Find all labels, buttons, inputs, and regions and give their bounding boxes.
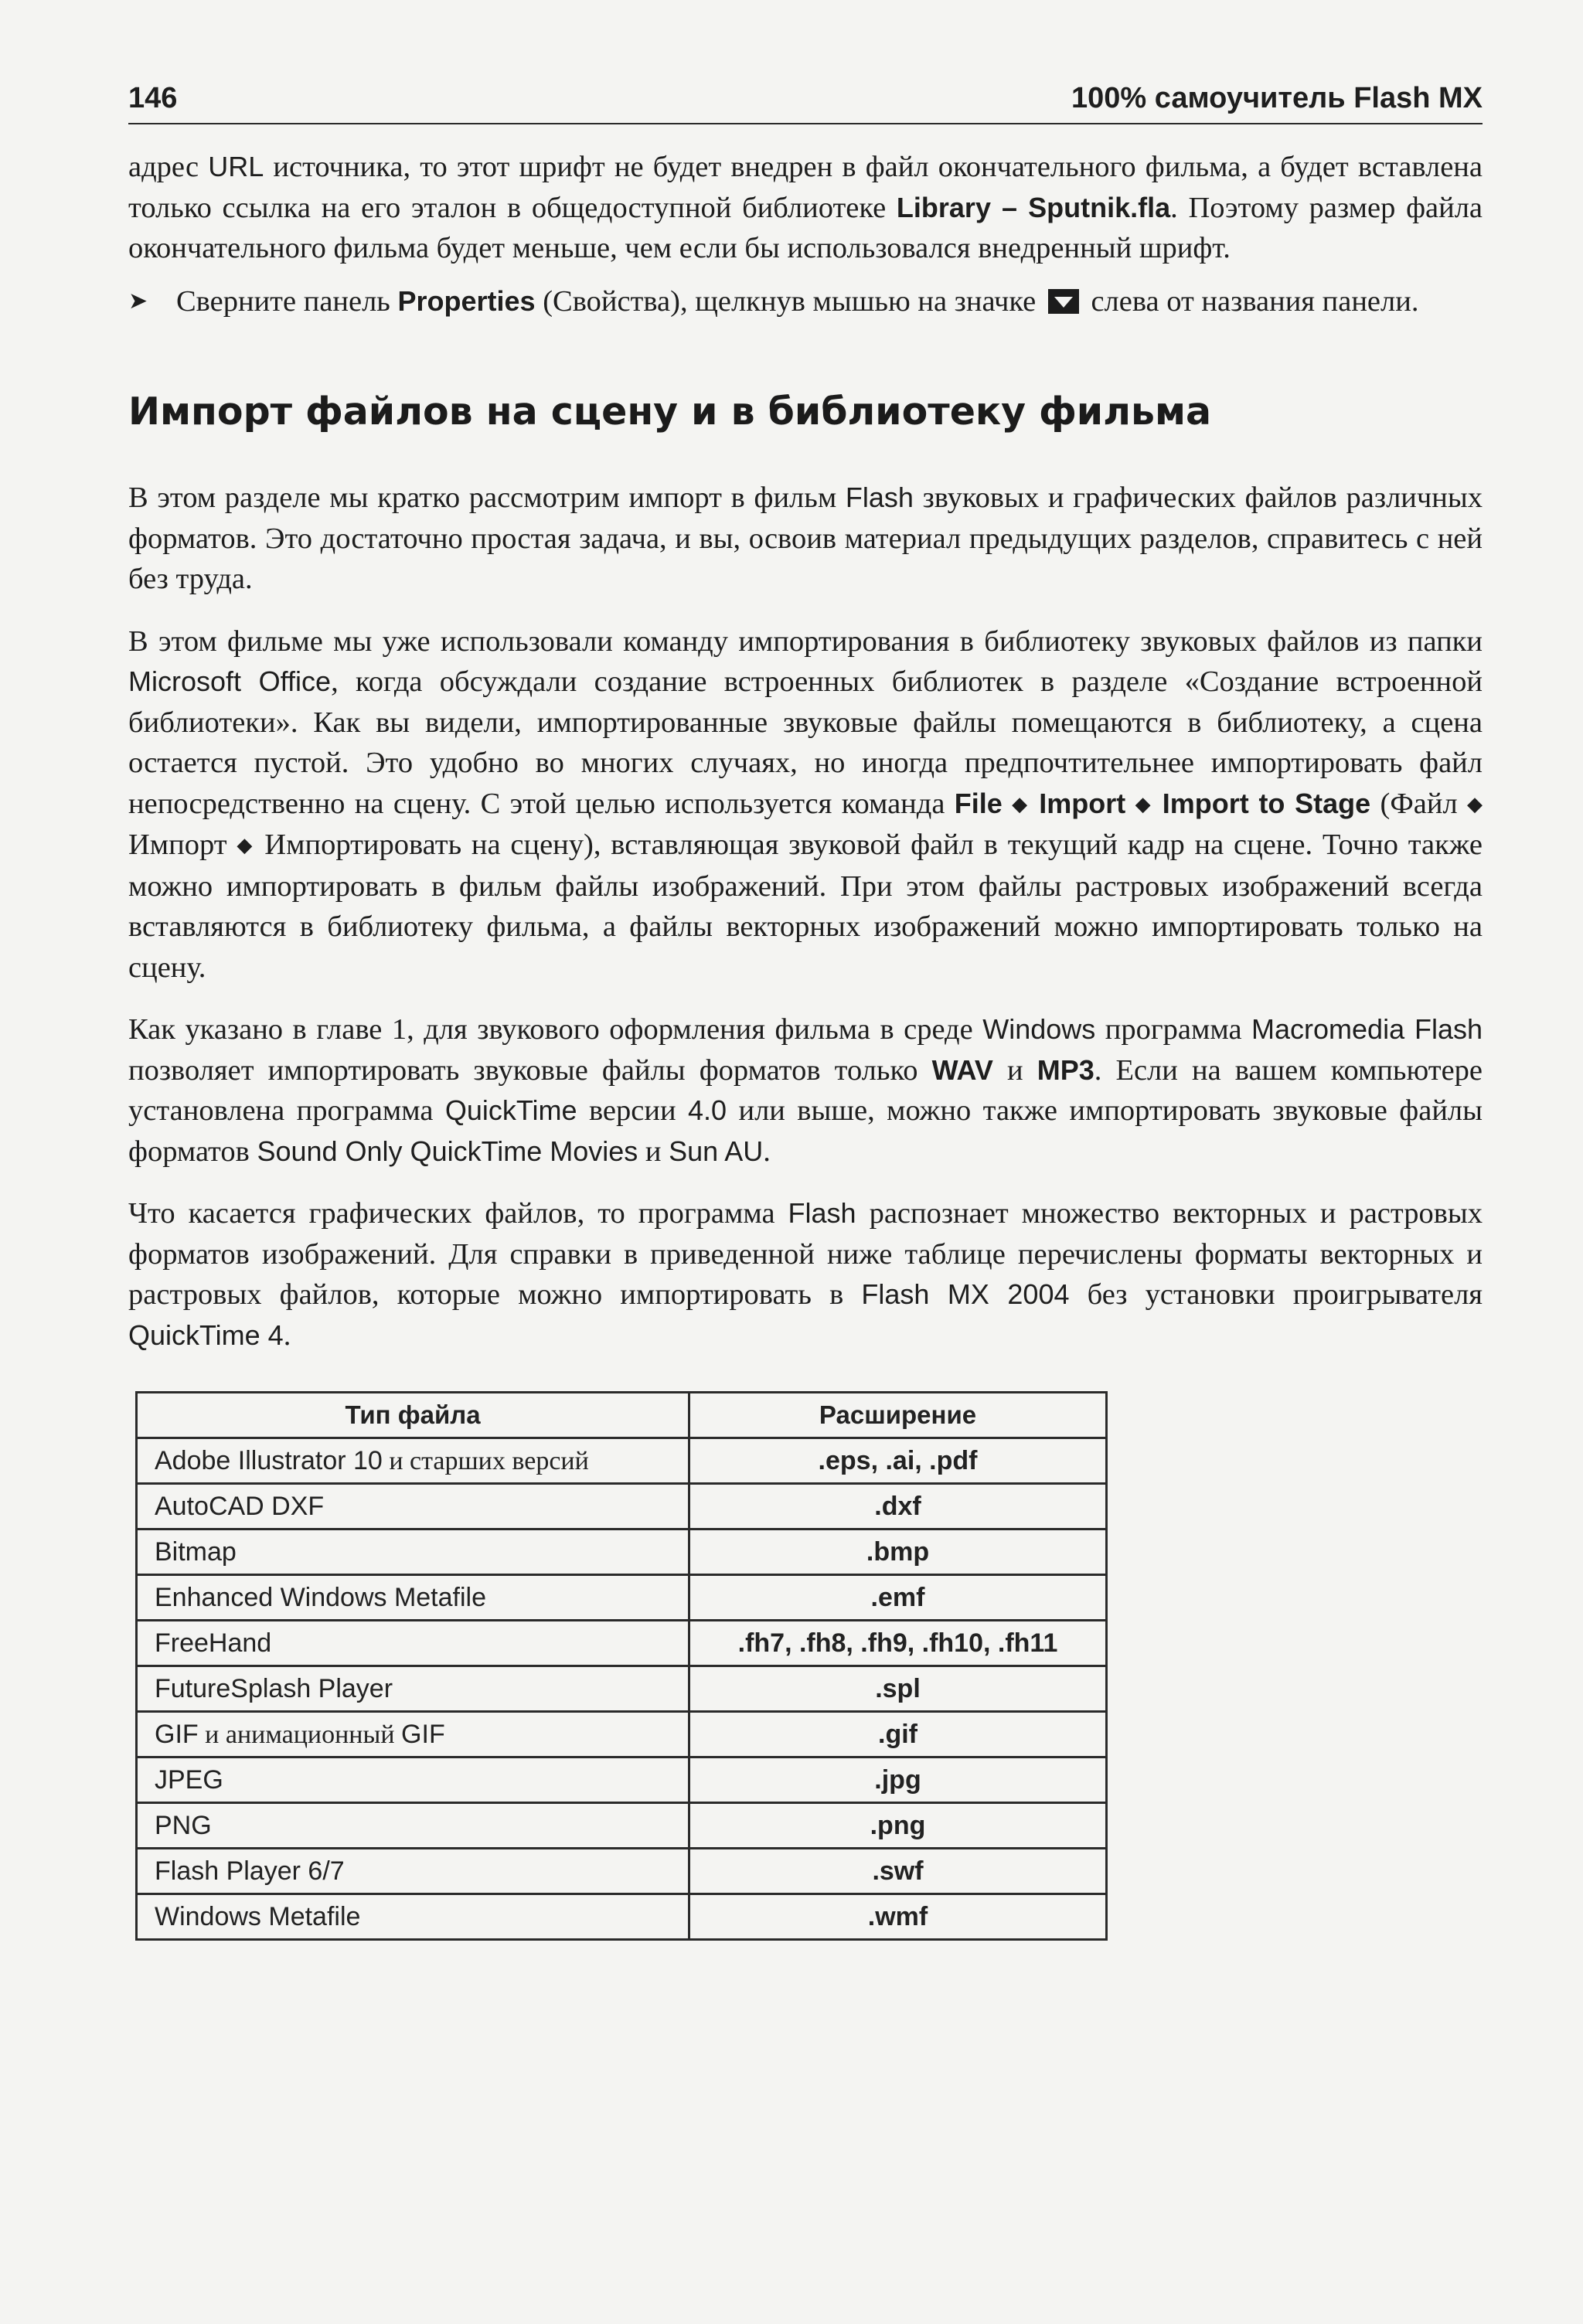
intro-paragraph: адрес URL источника, то этот шрифт не будет внедрен в файл окончательного фильма, а будет вставлена только ссылка на его эталон в общедоступной библиотеке Library – Sputnik.fla. Поэтому размер файла окончательного фильма будет меньше, чем если бы использовался внедренный шрифт. <box>128 151 1483 264</box>
arrow-bullet-icon: ➤ <box>128 287 148 315</box>
table-row <box>137 1803 1107 1849</box>
file-type-cell: Windows Metafile <box>137 1894 689 1940</box>
section-title: Импорт файлов на сцену и в библиотеку фильма <box>128 390 1212 434</box>
header-rule <box>128 123 1483 124</box>
header-file-type: Тип файла <box>137 1393 689 1438</box>
page-header <box>128 74 1483 128</box>
table-row <box>137 1849 1107 1894</box>
file-type-cell: Adobe Illustrator 10 и старших версий <box>137 1438 689 1484</box>
table-header-row <box>137 1393 1107 1438</box>
file-type-cell: Bitmap <box>137 1529 689 1575</box>
extension-cell: .gif <box>689 1712 1107 1757</box>
extension-cell: .swf <box>689 1849 1107 1894</box>
collapse-arrow-icon <box>1048 289 1079 314</box>
extension-cell: .emf <box>689 1575 1107 1621</box>
table-row <box>137 1894 1107 1940</box>
file-type-cell: FreeHand <box>137 1621 689 1666</box>
section-paragraph-2: В этом фильме мы уже использовали команду импортирования в библиотеку звуковых файлов из папки Microsoft Office, когда обсуждали создание встроенных библиотек в разделе «Создание встроенной библиотеки». Как вы видели, импортированные звуковые файлы помещаются в библиотеку, а сцена остается пустой. Это удобно во многих случаях, но иногда предпочтительнее импортировать файл непосредственно на сцену. С этой целью используется команда File ◆ Import ◆ Import to Stage (Файл ◆ Импорт ◆ Импортировать на сцену), вставляющая звуковой файл в текущий кадр на сцене. Точно также можно импортировать в фильм файлы изображений. При этом файлы растровых изображений всегда вставляются в библиотеку фильма, а файлы векторных изображений можно импортировать только на сцену. <box>128 624 1483 984</box>
table-row <box>137 1575 1107 1621</box>
table-row <box>137 1757 1107 1803</box>
section-paragraph-1: В этом разделе мы кратко рассмотрим импорт в фильм Flash звуковых и графических файлов различных форматов. Это достаточно простая задача, и вы, освоив материал предыдущих разделов, справитесь с ней без труда. <box>128 481 1483 595</box>
extension-cell: .spl <box>689 1666 1107 1712</box>
table-row <box>137 1712 1107 1757</box>
file-type-cell: Enhanced Windows Metafile <box>137 1575 689 1621</box>
table-row <box>137 1529 1107 1575</box>
running-title: 100% самоучитель Flash MX <box>1071 82 1483 114</box>
table-row <box>137 1484 1107 1529</box>
extension-cell: .dxf <box>689 1484 1107 1529</box>
section-paragraph-4: Что касается графических файлов, то программа Flash распознает множество векторных и растровых форматов изображений. Для справки в приведенной ниже таблице перечислены форматы векторных и растровых файлов, которые можно импортировать в Flash MX 2004 без установки проигрывателя QuickTime 4. <box>128 1197 1483 1352</box>
diamond-icon: ◆ <box>237 834 255 856</box>
header-extension: Расширение <box>689 1393 1107 1438</box>
page-number: 146 <box>128 82 178 114</box>
section-paragraph-3: Как указано в главе 1, для звукового оформления фильма в среде Windows программа Macromedia Flash позволяет импортировать звуковые файлы форматов только WAV и MP3. Если на вашем компьютере установлена программа QuickTime версии 4.0 или выше, можно также импортировать звуковые файлы форматов Sound Only QuickTime Movies и Sun AU. <box>128 1013 1483 1168</box>
file-type-cell: AutoCAD DXF <box>137 1484 689 1529</box>
table-row <box>137 1666 1107 1712</box>
extension-cell: .jpg <box>689 1757 1107 1803</box>
extension-cell: .png <box>689 1803 1107 1849</box>
file-formats-table <box>135 1391 1108 1941</box>
extension-cell: .wmf <box>689 1894 1107 1940</box>
extension-cell: .bmp <box>689 1529 1107 1575</box>
file-type-cell: GIF и анимационный GIF <box>137 1712 689 1757</box>
file-type-cell: PNG <box>137 1803 689 1849</box>
diamond-icon: ◆ <box>1135 792 1153 815</box>
extension-cell: .fh7, .fh8, .fh9, .fh10, .fh11 <box>689 1621 1107 1666</box>
table-row <box>137 1438 1107 1484</box>
file-type-cell: Flash Player 6/7 <box>137 1849 689 1894</box>
file-type-cell: JPEG <box>137 1757 689 1803</box>
bullet-item: ➤ Сверните панель Properties (Свойства), щелкнув мышью на значке слева от названия панели. <box>128 281 1483 322</box>
extension-cell: .eps, .ai, .pdf <box>689 1438 1107 1484</box>
table-row <box>137 1621 1107 1666</box>
diamond-icon: ◆ <box>1012 792 1030 815</box>
diamond-icon: ◆ <box>1467 792 1483 815</box>
book-page <box>128 74 1483 1941</box>
file-type-cell: FutureSplash Player <box>137 1666 689 1712</box>
